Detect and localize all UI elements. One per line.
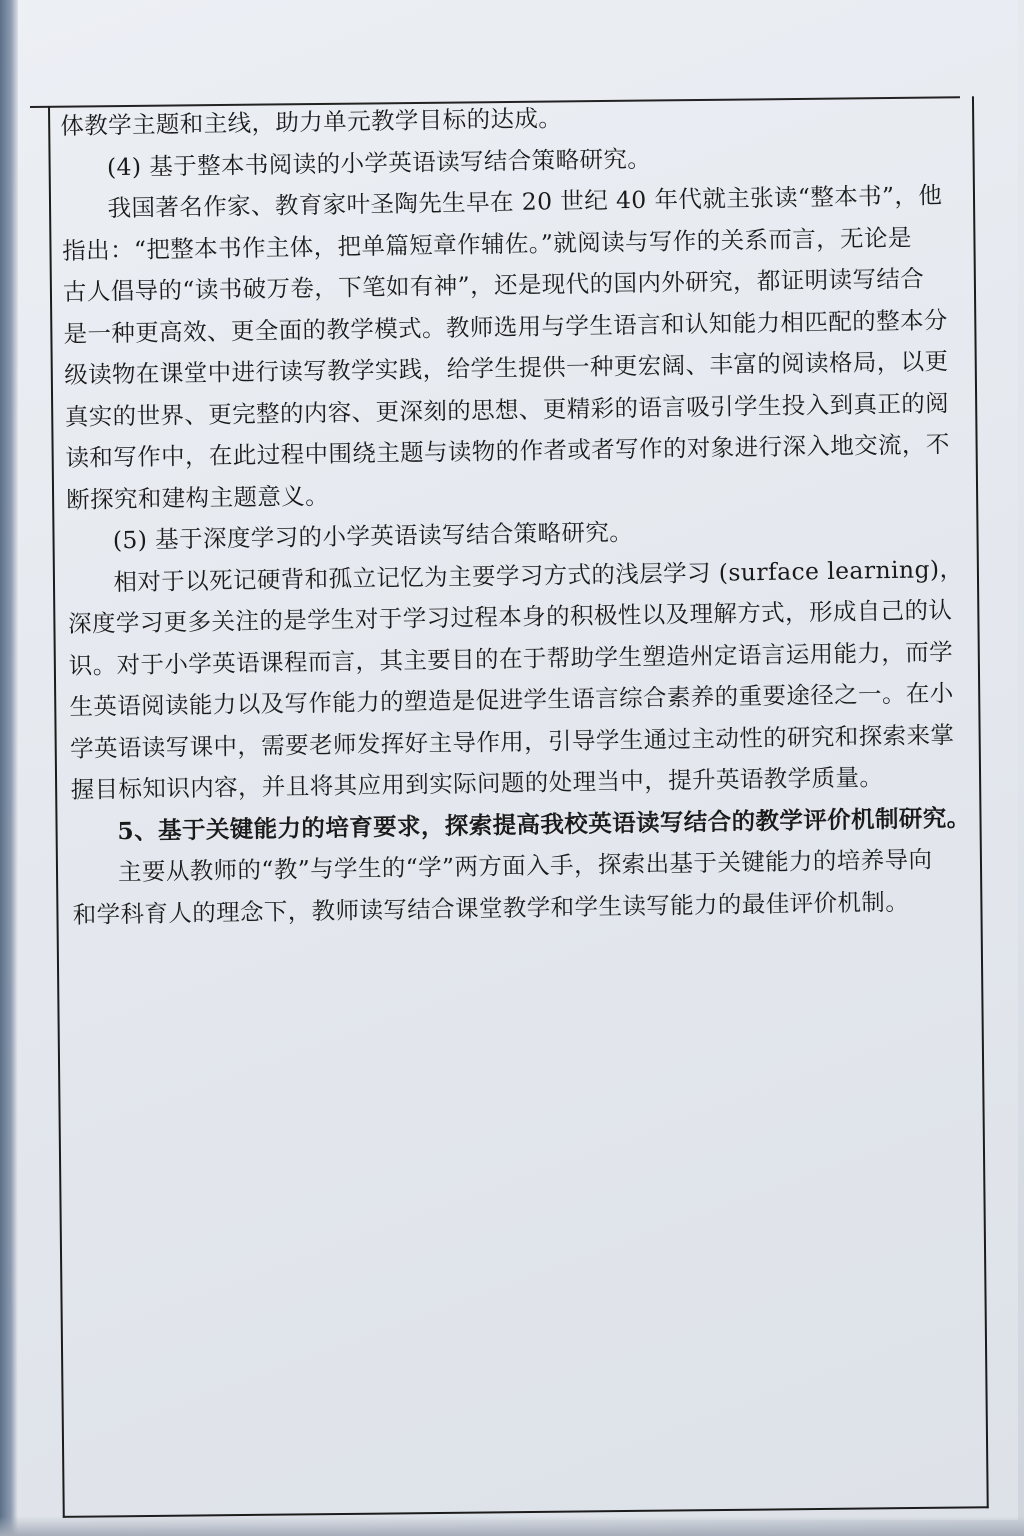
text-line: 深度学习更多关注的是学生对于学习过程本身的积极性以及理解方式，形成自己的认 [67,596,953,638]
text-line: 我国著名作家、教育家叶圣陶先生早在 20 世纪 40 年代就主张读“整本书”，他 [107,181,943,223]
text-line: 是一种更高效、更全面的教学模式。教师选用与学生语言和认知能力相匹配的整本分 [63,305,948,348]
text-line: 古人倡导的“读书破万卷，下笔如有神”，还是现代的国内外研究，都证明读写结合 [62,264,925,306]
text-line: 体教学主题和主线，助力单元教学目标的达成。 [60,104,563,140]
section-heading-5: (5) 基于深度学习的小学英语读写结合策略研究。 [112,518,634,555]
text-line: 主要从教师的“教”与学生的“学”两方面入手，探索出基于关键能力的培养导向 [117,845,933,887]
document-body [60,92,973,936]
bottom-edge-shadow [0,1516,1024,1536]
text-line: 学英语读写课中，需要老师发挥好主导作用，引导学生通过主动性的研究和探索来掌 [69,720,955,763]
text-line: 断探究和建构主题意义。 [65,481,330,514]
text-line: 识。对于小学英语课程而言，其主要目的在于帮助学生塑造州定语言运用能力，而学 [68,637,954,680]
text-line: 相对于以死记硬背和孤立记忆为主要学习方式的浅层学习 (surface learning)， [113,554,964,596]
text-line: 读和写作中，在此过程中围绕主题与读物的作者或者写作的对象进行深入地交流，不 [65,430,950,472]
text-line: 真实的世界、更完整的内容、更深刻的思想、更精彩的语言吸引学生投入到真正的阅 [64,388,950,431]
text-line: 指出：“把整本书作主体，把单篇短章作辅佐。”就阅读与写作的关系而言，无论是 [62,223,912,265]
text-line: 和学科育人的理念下，教师读写结合课堂教学和学生读写能力的最佳评价机制。 [72,887,910,929]
text-line: 级读物在课堂中进行读写教学实践，给学生提供一种更宏阔、丰富的阅读格局，以更 [64,347,949,389]
text-line: 握目标知识内容，并且将其应用到实际问题的处理当中，提升英语教学质量。 [70,763,884,804]
page-edge-shadow [0,0,18,1536]
numbered-heading-5: 5、基于关键能力的培育要求，探索提高我校英语读写结合的教学评价机制研究。 [117,803,971,845]
text-line: 生英语阅读能力以及写作能力的塑造是促进学生语言综合素养的重要途径之一。在小 [69,679,954,721]
section-heading-4: (4) 基于整本书阅读的小学英语读写结合策略研究。 [106,144,652,181]
